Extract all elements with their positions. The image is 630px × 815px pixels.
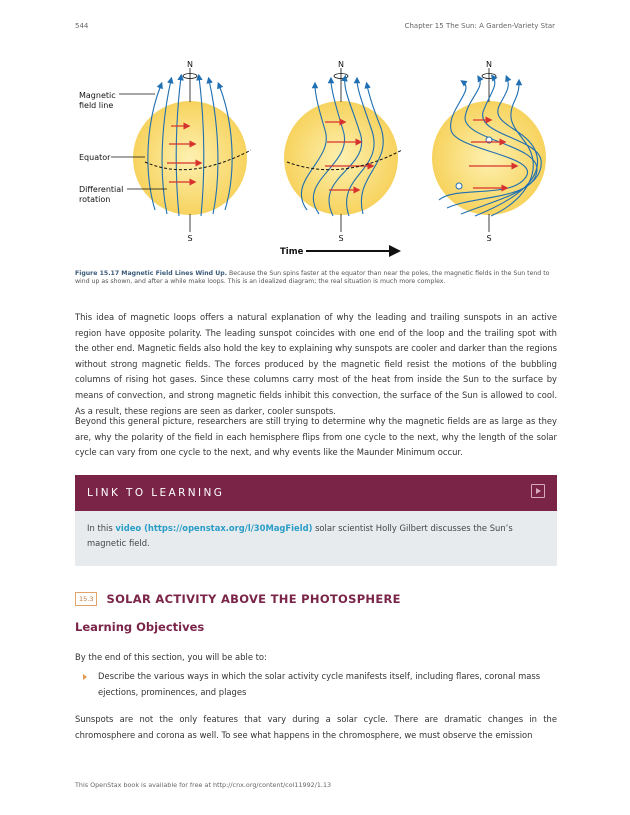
- sun-stage-2: [284, 68, 402, 232]
- link-to-learning-box: [75, 475, 557, 566]
- learning-objectives-title: Learning Objectives: [75, 620, 205, 634]
- magnetic-field-figure: [75, 50, 557, 265]
- sun-disk-1: [133, 101, 247, 215]
- differential-rotation-label-2: rotation: [79, 195, 111, 204]
- body-paragraph: Beyond this general picture, researchers are still trying to determine why the magnetic fields are as large as they are, why the polarity of the field in each hemisphere flips from one cycle to the next, why the length of the solar cycle can vary from one cycle to the next, and why events like the Maunder Minimum occur.: [75, 416, 557, 458]
- equator-label: Equator: [79, 153, 111, 162]
- north-label: N: [187, 60, 193, 69]
- magnetic-field-line-label-2: field line: [79, 101, 114, 110]
- sun-disk-2: [284, 101, 398, 215]
- north-label: N: [338, 60, 344, 69]
- page-number: 544: [75, 22, 89, 30]
- loop-marker: [456, 183, 462, 189]
- figure-caption-text: Because the Sun spins faster at the equator than near the poles, the magnetic fields in the Sun tend to wind up as shown, and after a while make loops. This is an idealized diagram; the real situation is much more complex.: [75, 270, 550, 285]
- body-paragraph: This idea of magnetic loops offers a natural explanation of why the leading and trailing sunspots in an active region have opposite polarity. The leading sunspot coincides with one end of the loop and the trailing spot with the other end. Magnetic fields also hold the key to explaining why sunspots are cooler and darker than the regions without strong magnetic fields. The forces produced by the magnetic field resist the motions of the bubbling columns of rising hot gases. Since these columns carry most of the heat from inside the Sun to the surface by means of convection, and strong magnetic fields inhibit this convection, the surface of the Sun is allowed to cool. As a result, these regions are seen as darker, cooler sunspots.: [75, 312, 557, 416]
- magnetic-field-line-label-1: Magnetic: [79, 91, 116, 100]
- figure-caption: [75, 270, 557, 286]
- video-link[interactable]: video (https://openstax.org/l/30MagField): [115, 523, 313, 533]
- sun-stage-1: [133, 68, 251, 232]
- bullet-arrow-icon: [83, 674, 87, 680]
- objectives-intro: By the end of this section, you will be able to:: [75, 652, 267, 662]
- south-label: S: [187, 234, 193, 243]
- north-label: N: [486, 60, 492, 69]
- body-paragraph: Sunspots are not the only features that vary during a solar cycle. There are dramatic changes in the chromosphere and corona as well. To see what happens in the chromosphere, we must observe the emission: [75, 714, 557, 740]
- sun-stage-3: [432, 68, 546, 232]
- footer-text: This OpenStax book is available for free at http://cnx.org/content/col11992/1.13: [75, 781, 332, 789]
- section-number-badge: 15.3: [75, 592, 97, 606]
- section-title: SOLAR ACTIVITY ABOVE THE PHOTOSPHERE: [106, 592, 401, 606]
- link-to-learning-heading: LINK TO LEARNING: [87, 487, 225, 499]
- objective-item: [83, 669, 557, 700]
- south-label: S: [338, 234, 344, 243]
- external-link-icon: [531, 484, 545, 498]
- objective-text: Describe the various ways in which the solar activity cycle manifests itself, including flares, coronal mass ejections, prominences, and plages: [98, 671, 541, 697]
- time-label: Time: [280, 247, 304, 257]
- south-label: S: [486, 234, 492, 243]
- section-heading: [75, 591, 401, 607]
- link-to-learning-body: [75, 511, 557, 566]
- figure-caption-label: Figure 15.17 Magnetic Field Lines Wind Up.: [75, 270, 228, 277]
- differential-rotation-label-1: Differential: [79, 185, 124, 194]
- link-to-learning-header: [75, 475, 557, 511]
- link-prefix-text: In this: [87, 523, 116, 533]
- chapter-title: Chapter 15 The Sun: A Garden-Variety Star: [404, 22, 555, 30]
- link-suffix-text: solar scientist Holly Gilbert discusses the Sun’s magnetic field.: [87, 523, 513, 548]
